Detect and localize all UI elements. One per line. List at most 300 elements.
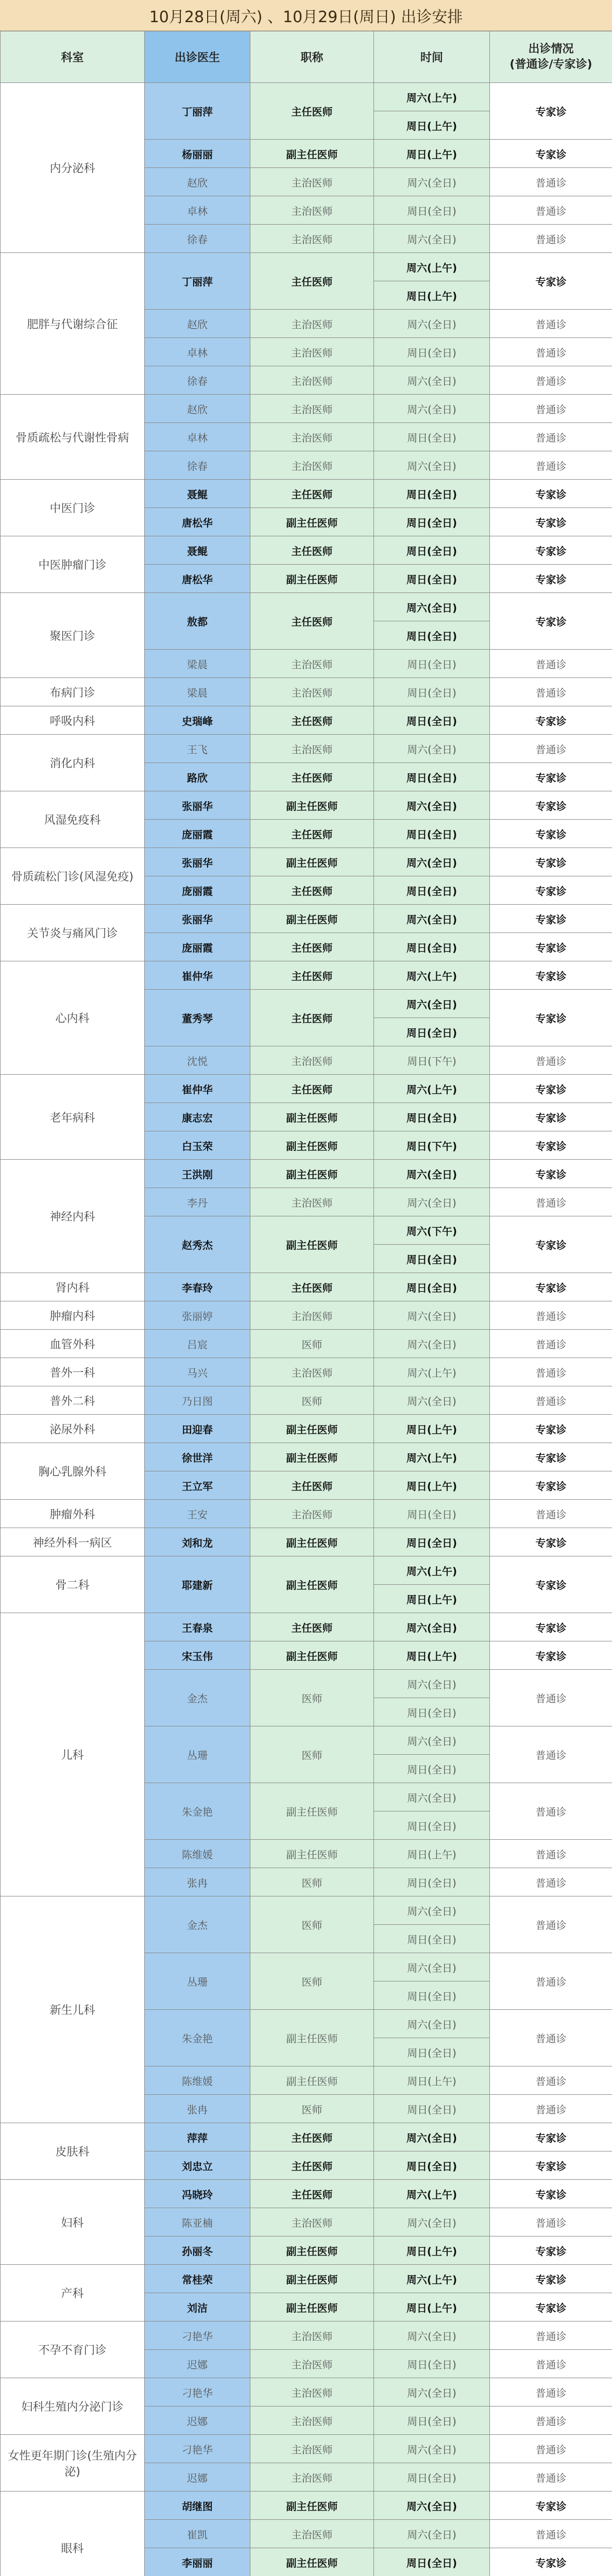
title-cell: 副主任医师 — [250, 2293, 374, 2321]
title-cell: 主任医师 — [250, 536, 374, 565]
department-cell: 妇科 — [1, 2180, 145, 2265]
table-row — [1, 791, 612, 820]
time-cell: 周日(上午) — [374, 1641, 490, 1670]
time-cell: 周日(全日) — [374, 2038, 490, 2066]
department-cell: 肿瘤外科 — [1, 1500, 145, 1528]
time-cell: 周日(上午) — [374, 281, 490, 310]
title-cell: 医师 — [250, 1726, 374, 1783]
time-cell: 周六(全日) — [374, 2492, 490, 2520]
title-cell: 主治医师 — [250, 2208, 374, 2236]
doctor-cell: 朱金艳 — [145, 1783, 250, 1840]
doctor-cell: 唐松华 — [145, 565, 250, 593]
department-cell: 普外二科 — [1, 1386, 145, 1415]
time-cell: 周日(全日) — [374, 820, 490, 848]
title-cell: 主治医师 — [250, 168, 374, 196]
table-row — [1, 678, 612, 706]
title-cell: 主治医师 — [250, 2350, 374, 2378]
doctor-cell: 康志宏 — [145, 1103, 250, 1131]
table-row — [1, 1386, 612, 1415]
title-cell: 副主任医师 — [250, 848, 374, 876]
title-cell: 医师 — [250, 1868, 374, 1896]
clinic-type-cell: 普通诊 — [490, 2095, 612, 2123]
title-cell: 主治医师 — [250, 310, 374, 338]
table-row — [1, 1358, 612, 1386]
doctor-cell: 卓林 — [145, 196, 250, 225]
time-cell: 周六(全日) — [374, 990, 490, 1018]
clinic-type-cell: 普通诊 — [490, 2350, 612, 2378]
time-cell: 周六(全日) — [374, 2520, 490, 2548]
title-cell: 副主任医师 — [250, 565, 374, 593]
doctor-cell: 梁晨 — [145, 678, 250, 706]
title-cell: 主任医师 — [250, 876, 374, 905]
time-cell: 周六(全日) — [374, 2435, 490, 2463]
title-cell: 副主任医师 — [250, 2492, 374, 2520]
title-cell: 副主任医师 — [250, 2066, 374, 2095]
title-cell: 主治医师 — [250, 225, 374, 253]
title-cell: 副主任医师 — [250, 1103, 374, 1131]
clinic-type-cell: 普通诊 — [490, 338, 612, 366]
department-cell: 肥胖与代谢综合征 — [1, 253, 145, 395]
time-cell: 周六(全日) — [374, 2123, 490, 2151]
clinic-type-cell: 专家诊 — [490, 2180, 612, 2208]
clinic-type-cell: 专家诊 — [490, 1443, 612, 1471]
time-cell: 周六(全日) — [374, 395, 490, 423]
header-clinic-type — [490, 31, 612, 83]
clinic-type-cell: 普通诊 — [490, 2520, 612, 2548]
time-cell: 周六(上午) — [374, 1443, 490, 1471]
time-cell: 周六(全日) — [374, 848, 490, 876]
clinic-type-cell: 普通诊 — [490, 1188, 612, 1216]
title-cell: 主任医师 — [250, 820, 374, 848]
title-cell: 主治医师 — [250, 395, 374, 423]
clinic-type-cell: 普通诊 — [490, 1840, 612, 1868]
department-cell: 聚医门诊 — [1, 593, 145, 678]
title-cell: 主任医师 — [250, 593, 374, 650]
doctor-cell: 王洪刚 — [145, 1160, 250, 1188]
doctor-cell: 李丽丽 — [145, 2548, 250, 2576]
title-cell: 医师 — [250, 1896, 374, 1953]
title-cell: 主治医师 — [250, 2406, 374, 2435]
table-row — [1, 1160, 612, 1188]
clinic-type-cell: 普通诊 — [490, 735, 612, 763]
time-cell: 周日(全日) — [374, 1698, 490, 1726]
clinic-type-cell: 普通诊 — [490, 1358, 612, 1386]
clinic-type-cell: 普通诊 — [490, 650, 612, 678]
header-row — [1, 31, 612, 83]
doctor-cell: 徐春 — [145, 451, 250, 480]
clinic-type-cell: 普通诊 — [490, 196, 612, 225]
doctor-cell: 金杰 — [145, 1670, 250, 1726]
doctor-cell: 崔仲华 — [145, 961, 250, 990]
doctor-cell: 庞丽霞 — [145, 933, 250, 961]
department-cell: 血管外科 — [1, 1330, 145, 1358]
title-cell: 副主任医师 — [250, 2236, 374, 2265]
department-cell: 风湿免疫科 — [1, 791, 145, 848]
table-row — [1, 1273, 612, 1301]
doctor-cell: 刘和龙 — [145, 1528, 250, 1556]
table-row — [1, 735, 612, 763]
title-cell: 主治医师 — [250, 2520, 374, 2548]
time-cell: 周日(上午) — [374, 1471, 490, 1500]
department-cell: 女性更年期门诊(生殖内分泌) — [1, 2435, 145, 2492]
clinic-type-cell: 普通诊 — [490, 1330, 612, 1358]
doctor-cell: 常桂荣 — [145, 2265, 250, 2293]
clinic-type-cell: 专家诊 — [490, 83, 612, 140]
title-cell: 副主任医师 — [250, 1641, 374, 1670]
title-cell: 主任医师 — [250, 2123, 374, 2151]
doctor-cell: 白玉荣 — [145, 1131, 250, 1160]
clinic-type-cell: 普通诊 — [490, 310, 612, 338]
title-cell: 主治医师 — [250, 1046, 374, 1075]
department-cell: 普外一科 — [1, 1358, 145, 1386]
department-cell: 肿瘤内科 — [1, 1301, 145, 1330]
time-cell: 周六(全日) — [374, 225, 490, 253]
doctor-cell: 聂鲲 — [145, 536, 250, 565]
table-row — [1, 2265, 612, 2293]
time-cell: 周六(全日) — [374, 1160, 490, 1188]
header-doctor: 出诊医生 — [145, 31, 250, 83]
clinic-type-cell: 专家诊 — [490, 1216, 612, 1273]
clinic-type-cell: 普通诊 — [490, 168, 612, 196]
table-row — [1, 480, 612, 508]
clinic-type-cell: 专家诊 — [490, 253, 612, 310]
title-cell: 医师 — [250, 1386, 374, 1415]
doctor-cell: 庞丽霞 — [145, 876, 250, 905]
clinic-type-cell: 专家诊 — [490, 1273, 612, 1301]
time-cell: 周日(全日) — [374, 621, 490, 650]
clinic-type-cell: 普通诊 — [490, 2435, 612, 2463]
doctor-cell: 卓林 — [145, 423, 250, 451]
department-cell: 中医肿瘤门诊 — [1, 536, 145, 593]
time-cell: 周六(全日) — [374, 1613, 490, 1641]
doctor-cell: 耶建新 — [145, 1556, 250, 1613]
department-cell: 老年病科 — [1, 1075, 145, 1160]
table-row — [1, 1330, 612, 1358]
time-cell: 周日(全日) — [374, 2095, 490, 2123]
time-cell: 周日(上午) — [374, 1585, 490, 1613]
doctor-cell: 金杰 — [145, 1896, 250, 1953]
clinic-type-cell: 普通诊 — [490, 1783, 612, 1840]
time-cell: 周六(全日) — [374, 1386, 490, 1415]
doctor-cell: 张丽华 — [145, 848, 250, 876]
title-cell: 主任医师 — [250, 763, 374, 791]
clinic-type-cell: 普通诊 — [490, 1868, 612, 1896]
doctor-cell: 刁艳华 — [145, 2378, 250, 2406]
time-cell: 周日(全日) — [374, 1018, 490, 1046]
clinic-type-cell: 普通诊 — [490, 2066, 612, 2095]
title-cell: 主治医师 — [250, 2321, 374, 2350]
time-cell: 周日(全日) — [374, 1755, 490, 1783]
time-cell: 周日(上午) — [374, 2066, 490, 2095]
time-cell: 周日(下午) — [374, 1046, 490, 1075]
title-cell: 医师 — [250, 1670, 374, 1726]
department-cell: 消化内科 — [1, 735, 145, 791]
clinic-type-cell: 普通诊 — [490, 2406, 612, 2435]
time-cell: 周六(全日) — [374, 905, 490, 933]
time-cell: 周六(全日) — [374, 2010, 490, 2038]
title-cell: 副主任医师 — [250, 1840, 374, 1868]
table-row — [1, 1500, 612, 1528]
time-cell: 周日(全日) — [374, 2463, 490, 2492]
clinic-type-cell: 专家诊 — [490, 2123, 612, 2151]
header-time: 时间 — [374, 31, 490, 83]
clinic-type-cell: 普通诊 — [490, 423, 612, 451]
clinic-type-cell: 专家诊 — [490, 1160, 612, 1188]
time-cell: 周日(全日) — [374, 876, 490, 905]
clinic-type-cell: 专家诊 — [490, 508, 612, 536]
table-row — [1, 1896, 612, 1925]
doctor-cell: 杨丽丽 — [145, 140, 250, 168]
doctor-cell: 董秀琴 — [145, 990, 250, 1046]
doctor-cell: 陈维媛 — [145, 1840, 250, 1868]
time-cell: 周日(全日) — [374, 338, 490, 366]
title-cell: 主治医师 — [250, 2435, 374, 2463]
clinic-type-cell: 普通诊 — [490, 451, 612, 480]
doctor-cell: 史瑞峰 — [145, 706, 250, 735]
doctor-cell: 田迎春 — [145, 1415, 250, 1443]
clinic-type-cell: 专家诊 — [490, 2151, 612, 2180]
time-cell: 周六(全日) — [374, 1330, 490, 1358]
clinic-type-cell: 普通诊 — [490, 2378, 612, 2406]
table-row — [1, 1556, 612, 1585]
time-cell: 周日(上午) — [374, 111, 490, 140]
doctor-cell: 赵欣 — [145, 395, 250, 423]
doctor-cell: 丛珊 — [145, 1953, 250, 2010]
clinic-type-cell: 普通诊 — [490, 1953, 612, 2010]
time-cell: 周六(全日) — [374, 1953, 490, 1981]
time-cell: 周六(全日) — [374, 2208, 490, 2236]
table-row — [1, 1443, 612, 1471]
time-cell: 周六(全日) — [374, 1301, 490, 1330]
doctor-cell: 崔凯 — [145, 2520, 250, 2548]
clinic-type-cell: 专家诊 — [490, 990, 612, 1046]
doctor-cell: 冯晓玲 — [145, 2180, 250, 2208]
title-cell: 主任医师 — [250, 706, 374, 735]
schedule-table — [0, 31, 612, 2576]
doctor-cell: 丛珊 — [145, 1726, 250, 1783]
time-cell: 周日(全日) — [374, 2350, 490, 2378]
clinic-type-cell: 专家诊 — [490, 1556, 612, 1613]
doctor-cell: 张冉 — [145, 2095, 250, 2123]
time-cell: 周六(全日) — [374, 593, 490, 621]
doctor-cell: 张冉 — [145, 1868, 250, 1896]
title-cell: 主任医师 — [250, 2180, 374, 2208]
clinic-type-cell: 专家诊 — [490, 2265, 612, 2293]
doctor-cell: 陈维媛 — [145, 2066, 250, 2095]
department-cell: 儿科 — [1, 1613, 145, 1896]
time-cell: 周日(全日) — [374, 1981, 490, 2010]
doctor-cell: 宋玉伟 — [145, 1641, 250, 1670]
title-cell: 主治医师 — [250, 2463, 374, 2492]
clinic-type-cell: 专家诊 — [490, 536, 612, 565]
table-row — [1, 253, 612, 281]
doctor-cell: 陈亚楠 — [145, 2208, 250, 2236]
title-cell: 主任医师 — [250, 83, 374, 140]
clinic-type-cell: 专家诊 — [490, 1131, 612, 1160]
clinic-type-cell: 普通诊 — [490, 395, 612, 423]
clinic-type-cell: 普通诊 — [490, 678, 612, 706]
department-cell: 内分泌科 — [1, 83, 145, 253]
time-cell: 周日(全日) — [374, 423, 490, 451]
time-cell: 周日(全日) — [374, 196, 490, 225]
title-cell: 主任医师 — [250, 990, 374, 1046]
clinic-type-cell: 专家诊 — [490, 2236, 612, 2265]
doctor-cell: 徐春 — [145, 225, 250, 253]
clinic-type-cell: 专家诊 — [490, 1528, 612, 1556]
title-cell: 主任医师 — [250, 933, 374, 961]
table-row — [1, 961, 612, 990]
title-cell: 主治医师 — [250, 2378, 374, 2406]
title-cell: 主治医师 — [250, 338, 374, 366]
title-cell: 副主任医师 — [250, 2010, 374, 2066]
title-cell: 主治医师 — [250, 735, 374, 763]
time-cell: 周六(全日) — [374, 1670, 490, 1698]
doctor-cell: 刘洁 — [145, 2293, 250, 2321]
time-cell: 周六(全日) — [374, 1726, 490, 1755]
table-row — [1, 1301, 612, 1330]
table-row — [1, 2378, 612, 2406]
department-cell: 妇科生殖内分泌门诊 — [1, 2378, 145, 2435]
doctor-cell: 朱金艳 — [145, 2010, 250, 2066]
clinic-type-cell: 普通诊 — [490, 225, 612, 253]
time-cell: 周六(全日) — [374, 168, 490, 196]
department-cell: 眼科 — [1, 2492, 145, 2576]
header-department: 科室 — [1, 31, 145, 83]
table-row — [1, 536, 612, 565]
time-cell: 周六(上午) — [374, 961, 490, 990]
clinic-type-cell: 专家诊 — [490, 961, 612, 990]
doctor-cell: 崔仲华 — [145, 1075, 250, 1103]
time-cell: 周六(全日) — [374, 1896, 490, 1925]
time-cell: 周日(上午) — [374, 140, 490, 168]
title-cell: 副主任医师 — [250, 1783, 374, 1840]
doctor-cell: 张丽华 — [145, 791, 250, 820]
department-cell: 泌尿外科 — [1, 1415, 145, 1443]
title-cell: 主治医师 — [250, 1358, 374, 1386]
table-row — [1, 848, 612, 876]
doctor-cell: 徐世洋 — [145, 1443, 250, 1471]
title-cell: 副主任医师 — [250, 2265, 374, 2293]
table-row — [1, 2492, 612, 2520]
time-cell: 周六(下午) — [374, 1216, 490, 1245]
doctor-cell: 吕宸 — [145, 1330, 250, 1358]
time-cell: 周日(上午) — [374, 2236, 490, 2265]
department-cell: 神经外科一病区 — [1, 1528, 145, 1556]
title-cell: 主任医师 — [250, 1273, 374, 1301]
doctor-cell: 迟娜 — [145, 2463, 250, 2492]
time-cell: 周六(全日) — [374, 735, 490, 763]
clinic-type-cell: 普通诊 — [490, 2321, 612, 2350]
department-cell: 骨质疏松门诊(风湿免疫) — [1, 848, 145, 905]
time-cell: 周六(上午) — [374, 1075, 490, 1103]
time-cell: 周日(全日) — [374, 1811, 490, 1840]
doctor-cell: 张丽婷 — [145, 1301, 250, 1330]
table-row — [1, 1613, 612, 1641]
title-cell: 医师 — [250, 1330, 374, 1358]
doctor-cell: 徐春 — [145, 366, 250, 395]
title-cell: 主治医师 — [250, 423, 374, 451]
clinic-type-cell: 专家诊 — [490, 2492, 612, 2520]
title-cell: 主任医师 — [250, 1471, 374, 1500]
doctor-cell: 王飞 — [145, 735, 250, 763]
department-cell: 皮肤科 — [1, 2123, 145, 2180]
title-cell: 副主任医师 — [250, 508, 374, 536]
clinic-type-cell: 普通诊 — [490, 1301, 612, 1330]
doctor-cell: 刁艳华 — [145, 2321, 250, 2350]
time-cell: 周日(上午) — [374, 2293, 490, 2321]
time-cell: 周日(上午) — [374, 1840, 490, 1868]
time-cell: 周六(上午) — [374, 253, 490, 281]
header-title: 职称 — [250, 31, 374, 83]
clinic-type-cell: 普通诊 — [490, 1386, 612, 1415]
department-cell: 新生儿科 — [1, 1896, 145, 2123]
title-cell: 副主任医师 — [250, 1528, 374, 1556]
clinic-type-cell: 专家诊 — [490, 1613, 612, 1641]
clinic-type-cell: 专家诊 — [490, 848, 612, 876]
time-cell: 周日(全日) — [374, 1273, 490, 1301]
time-cell: 周六(全日) — [374, 791, 490, 820]
time-cell: 周六(上午) — [374, 1556, 490, 1585]
department-cell: 心内科 — [1, 961, 145, 1075]
clinic-type-cell: 普通诊 — [490, 1670, 612, 1726]
time-cell: 周日(全日) — [374, 2548, 490, 2576]
time-cell: 周日(全日) — [374, 933, 490, 961]
department-cell: 肾内科 — [1, 1273, 145, 1301]
doctor-cell: 刁艳华 — [145, 2435, 250, 2463]
department-cell: 不孕不育门诊 — [1, 2321, 145, 2378]
clinic-type-cell: 专家诊 — [490, 1641, 612, 1670]
doctor-cell: 敖都 — [145, 593, 250, 650]
department-cell: 神经内科 — [1, 1160, 145, 1273]
title-cell: 主任医师 — [250, 1075, 374, 1103]
table-row — [1, 1528, 612, 1556]
title-cell: 主治医师 — [250, 196, 374, 225]
time-cell: 周日(全日) — [374, 678, 490, 706]
table-row — [1, 2435, 612, 2463]
time-cell: 周六(全日) — [374, 310, 490, 338]
table-row — [1, 2321, 612, 2350]
doctor-cell: 王立军 — [145, 1471, 250, 1500]
clinic-type-cell: 专家诊 — [490, 565, 612, 593]
title-cell: 主治医师 — [250, 678, 374, 706]
clinic-type-cell: 专家诊 — [490, 480, 612, 508]
time-cell: 周六(上午) — [374, 83, 490, 111]
time-cell: 周六(全日) — [374, 1783, 490, 1811]
time-cell: 周日(全日) — [374, 1245, 490, 1273]
title-cell: 主任医师 — [250, 253, 374, 310]
time-cell: 周日(全日) — [374, 706, 490, 735]
doctor-cell: 迟娜 — [145, 2406, 250, 2435]
title-cell: 主任医师 — [250, 961, 374, 990]
doctor-cell: 乃日图 — [145, 1386, 250, 1415]
table-row — [1, 395, 612, 423]
table-row — [1, 83, 612, 111]
clinic-type-cell: 普通诊 — [490, 1500, 612, 1528]
clinic-type-cell: 普通诊 — [490, 2010, 612, 2066]
table-row — [1, 905, 612, 933]
doctor-cell: 唐松华 — [145, 508, 250, 536]
department-cell: 呼吸内科 — [1, 706, 145, 735]
title-cell: 副主任医师 — [250, 1131, 374, 1160]
title-cell: 副主任医师 — [250, 791, 374, 820]
department-cell: 骨质疏松与代谢性骨病 — [1, 395, 145, 480]
table-row — [1, 593, 612, 621]
clinic-type-cell: 专家诊 — [490, 876, 612, 905]
title-cell: 主治医师 — [250, 451, 374, 480]
clinic-type-cell: 专家诊 — [490, 933, 612, 961]
time-cell: 周日(全日) — [374, 536, 490, 565]
doctor-cell: 刘忠立 — [145, 2151, 250, 2180]
